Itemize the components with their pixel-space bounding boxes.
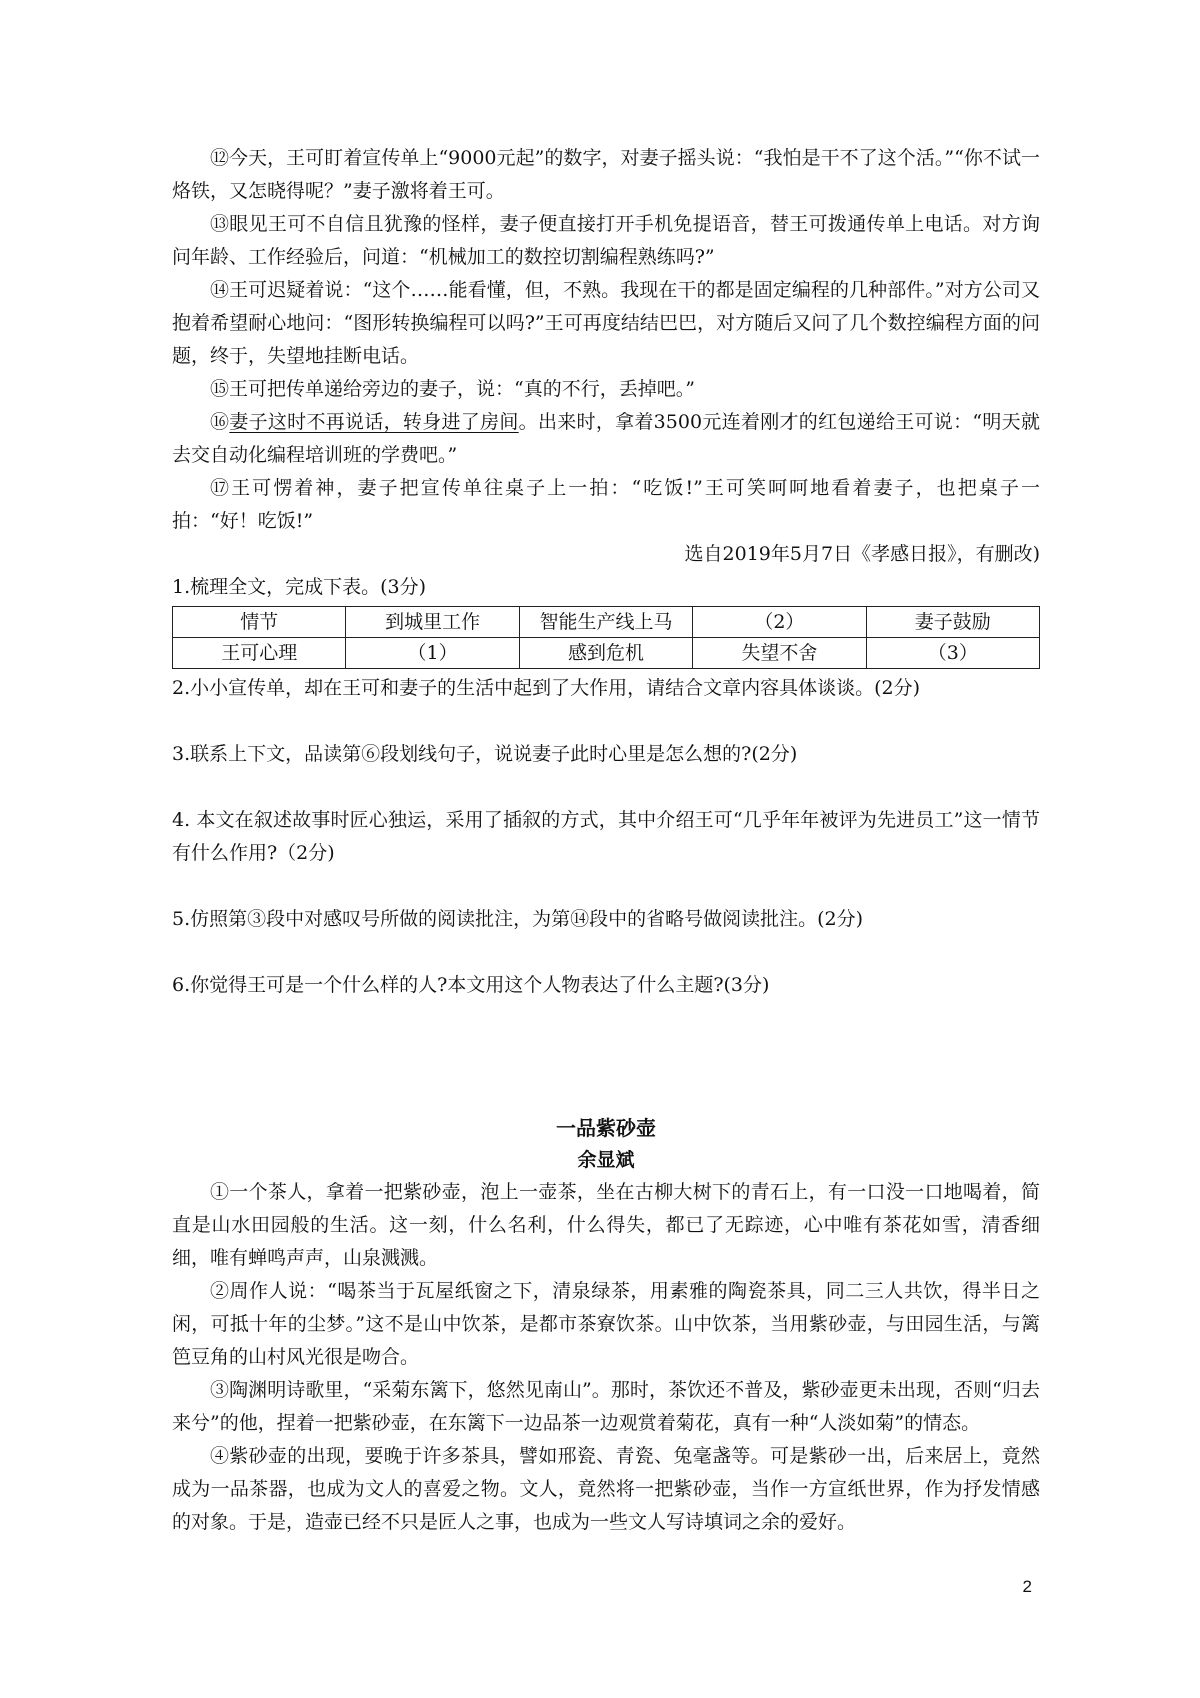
paragraph-16: [172, 406, 1040, 472]
paragraph-16-number: ⑯: [210, 411, 230, 433]
table-cell: 王可心理: [173, 638, 346, 669]
paragraph-17: ⑰王可愣着神，妻子把宣传单往桌子上一拍：“吃饭!”王可笑呵呵地看着妻子，也把桌子一拍：“好！吃饭!”: [172, 477, 1040, 532]
question-1: 1.梳理全文，完成下表。(3分): [172, 576, 427, 598]
table-row: [173, 638, 1040, 669]
question-5: 5.仿照第③段中对感叹号所做的阅读批注，为第⑭段中的省略号做阅读批注。(2分): [172, 908, 864, 930]
question-6: 6.你觉得王可是一个什么样的人?本文用这个人物表达了什么主题?(3分): [172, 974, 770, 996]
table-cell: 失望不舍: [693, 638, 866, 669]
table-cell: 情节: [173, 607, 346, 638]
table-cell: 智能生产线上马: [519, 607, 692, 638]
page-content: [172, 142, 1040, 1539]
table-cell: （1）: [346, 638, 519, 669]
underlined-sentence: 妻子这时不再说话，转身进了房间: [229, 411, 519, 433]
essay-paragraph-4: ④紫砂壶的出现，要晚于许多茶具，譬如邢瓷、青瓷、兔毫盏等。可是紫砂一出，后来居上，竟然成为一品茶器，也成为文人的喜爱之物。文人，竟然将一把紫砂壶，当作一方宣纸世界，作为抒发情感的对象。于是，造壶已经不只是匠人之事，也成为一些文人写诗填词之余的爱好。: [172, 1445, 1040, 1533]
paragraph-12: ⑫今天，王可盯着宣传单上“9000元起”的数字，对妻子摇头说：“我怕是干不了这个活。”“你不试一烙铁，又怎晓得呢？”妻子激将着王可。: [172, 147, 1040, 202]
paragraph-14: ⑭王可迟疑着说：“这个……能看懂，但，不熟。我现在干的都是固定编程的几种部件。”对方公司又抱着希望耐心地问：“图形转换编程可以吗?”王可再度结结巴巴，对方随后又问了几个数控编程方面的问题，终于，失望地挂断电话。: [172, 279, 1040, 367]
essay-title: 一品紫砂壶: [556, 1116, 656, 1140]
question-4: 4. 本文在叙述故事时匠心独运，采用了插叙的方式，其中介绍王可“几乎年年被评为先进员工”这一情节有什么作用?（2分): [172, 809, 1040, 864]
table-cell: 妻子鼓励: [866, 607, 1039, 638]
page-number: 2: [1022, 1577, 1032, 1596]
table-cell: 到城里工作: [346, 607, 519, 638]
answer-space: [172, 870, 1040, 903]
table-cell: （2）: [693, 607, 866, 638]
table-cell: 感到危机: [519, 638, 692, 669]
essay-paragraph-2: ②周作人说：“喝茶当于瓦屋纸窗之下，清泉绿茶，用素雅的陶瓷茶具，同二三人共饮，得半日之闲，可抵十年的尘梦。”这不是山中饮茶，是都市茶寮饮茶。山中饮茶，当用紫砂壶，与田园生活，与篱笆豆角的山村风光很是吻合。: [172, 1280, 1040, 1368]
table-row: [173, 607, 1040, 638]
answer-space: [172, 936, 1040, 969]
essay-paragraph-3: ③陶渊明诗歌里，“采菊东篱下，悠然见南山”。那时，茶饮还不普及，紫砂壶更未出现，否则“归去来兮”的他，捏着一把紫砂壶，在东篱下一边品茶一边观赏着菊花，真有一种“人淡如菊”的情态。: [172, 1379, 1040, 1434]
answer-space: [172, 771, 1040, 804]
essay-paragraph-1: ①一个茶人，拿着一把紫砂壶，泡上一壶茶，坐在古柳大树下的青石上，有一口没一口地喝着，简直是山水田园般的生活。这一刻，什么名利，什么得失，都已了无踪迹，心中唯有茶花如雪，清香细细，唯有蝉鸣声声，山泉溅溅。: [172, 1181, 1040, 1269]
question-3: 3.联系上下文，品读第⑥段划线句子，说说妻子此时心里是怎么想的?(2分): [172, 743, 798, 765]
question-2: 2.小小宣传单，却在王可和妻子的生活中起到了大作用，请结合文章内容具体谈谈。(2分): [172, 677, 921, 699]
answer-space: [172, 705, 1040, 738]
paragraph-16-rest: 。出来时，拿着3500元连着刚才的红包递给王可说：“明天就去交自动化编程培训班的学费吧。”: [172, 411, 1040, 466]
section-spacer: [172, 1002, 1040, 1112]
essay-author: 余显斌: [577, 1149, 635, 1171]
plot-table: [172, 606, 1040, 669]
paragraph-13: ⑬眼见王可不自信且犹豫的怪样，妻子便直接打开手机免提语音，替王可拨通传单上电话。对方询问年龄、工作经验后，问道：“机械加工的数控切割编程熟练吗?”: [172, 213, 1040, 268]
table-cell: （3）: [866, 638, 1039, 669]
paragraph-15: ⑮王可把传单递给旁边的妻子，说：“真的不行，丢掉吧。”: [210, 378, 695, 400]
source-citation: 选自2019年5月7日《孝感日报》，有删改): [684, 543, 1040, 565]
